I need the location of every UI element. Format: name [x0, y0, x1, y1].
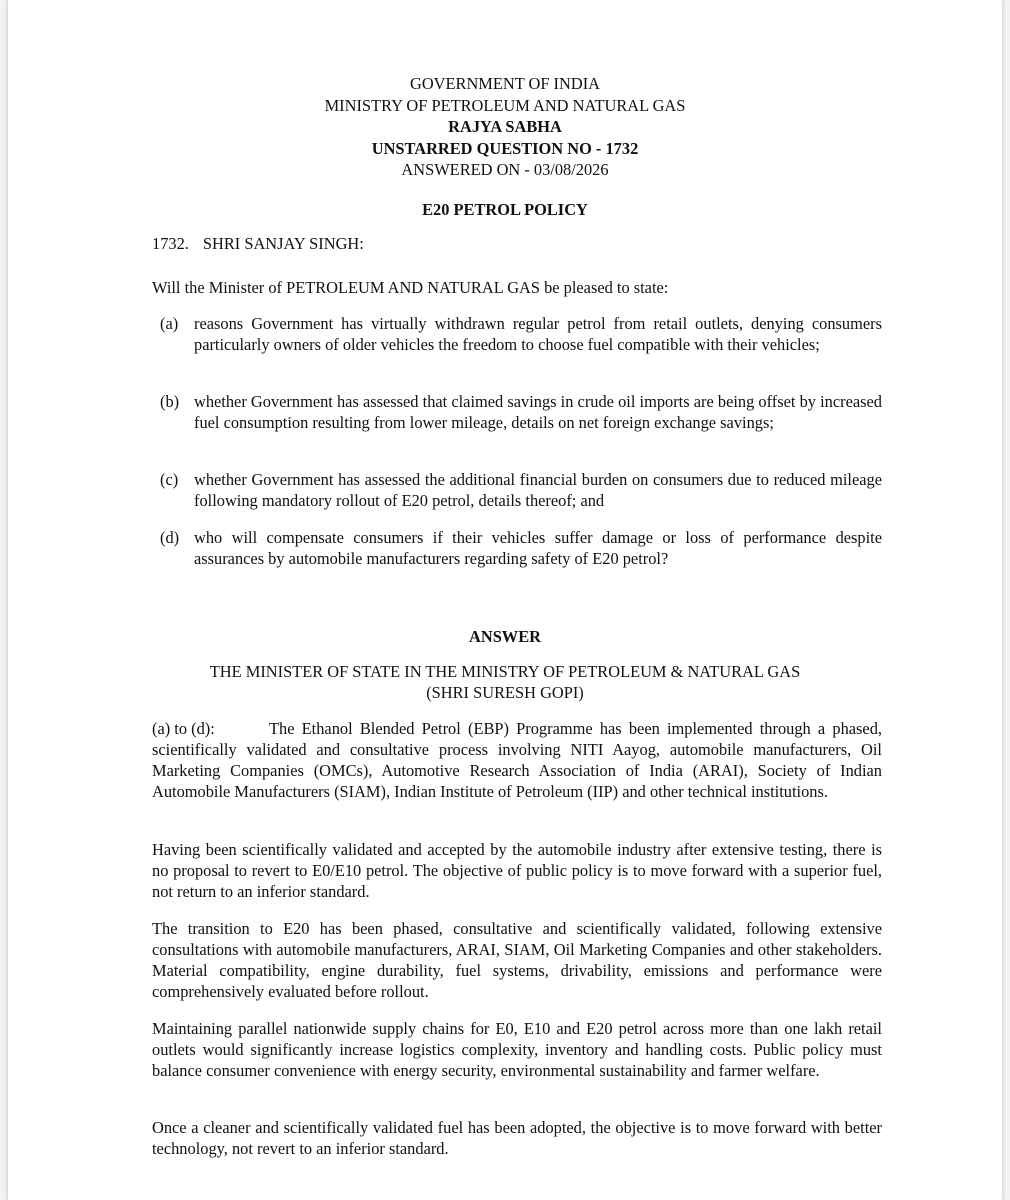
- question-item-b: [160, 391, 882, 433]
- answer-paragraph-text: The Ethanol Blended Petrol (EBP) Programme has been implemented through a phased, scientifically validated and consultative process involving NITI Aayog, automobile manufacturers, Oil Marketing Companies (OMCs), Automotive Research Association of India (ARAI), Society of Indian Automobile Manufacturers (SIAM), Indian Institute of Petroleum (IIP) and other technical institutions.: [152, 719, 882, 801]
- question-item-label: (b): [160, 392, 180, 411]
- minister-name: (SHRI SURESH GOPI): [426, 683, 584, 702]
- answer-paragraph-1: [152, 718, 882, 802]
- question-item-text: whether Government has assessed that claimed savings in crude oil imports are being offset by increased fuel consumption resulting from lower mileage, details on net foreign exchange savings;: [194, 392, 882, 432]
- document-header: [0, 73, 1010, 181]
- header-government: GOVERNMENT OF INDIA: [409, 74, 600, 93]
- header-answered-on: ANSWERED ON - 03/08/2026: [401, 160, 609, 179]
- question-member: SHRI SANJAY SINGH:: [202, 234, 364, 253]
- answer-lead-label: (a) to (d):: [152, 719, 215, 738]
- answer-paragraph-3: The transition to E20 has been phased, consultative and scientifically validated, following extensive consultations with automobile manufacturers, ARAI, SIAM, Oil Marketing Companies and other stakeholders. Material compatibility, engine durability, fuel systems, drivability, emissions and performance were comprehensively evaluated before rollout.: [152, 919, 882, 1001]
- answering-minister: [0, 661, 1010, 703]
- question-item-text: whether Government has assessed the additional financial burden on consumers due to reduced mileage following mandatory rollout of E20 petrol, details thereof; and: [194, 470, 882, 510]
- question-item-label: (a): [160, 314, 179, 333]
- question-number: 1732.: [152, 234, 189, 253]
- header-ministry: MINISTRY OF PETROLEUM AND NATURAL GAS: [324, 95, 686, 115]
- question-item-d: [160, 527, 882, 569]
- header-question-number: UNSTARRED QUESTION NO - 1732: [371, 138, 639, 158]
- header-house: RAJYA SABHA: [448, 117, 562, 136]
- question-item-label: (c): [160, 470, 179, 489]
- minister-title: THE MINISTER OF STATE IN THE MINISTRY OF PETROLEUM & NATURAL GAS: [209, 662, 801, 681]
- document-title: E20 PETROL POLICY: [422, 200, 588, 219]
- answer-paragraph-5: Once a cleaner and scientifically validated fuel has been adopted, the objective is to move forward with better technology, not revert to an inferior standard.: [152, 1118, 882, 1158]
- question-item-label: (d): [160, 528, 180, 547]
- question-member-line: [152, 233, 364, 254]
- question-item-c: [160, 469, 882, 511]
- answer-paragraph-2: Having been scientifically validated and accepted by the automobile industry after extensive testing, there is no proposal to revert to E0/E10 petrol. The objective of public policy is to move forward with a superior fuel, not return to an inferior standard.: [152, 840, 882, 901]
- question-item-text: who will compensate consumers if their vehicles suffer damage or loss of performance despite assurances by automobile manufacturers regarding safety of E20 petrol?: [194, 528, 882, 568]
- answer-heading: ANSWER: [469, 627, 541, 646]
- answer-paragraph-4: Maintaining parallel nationwide supply chains for E0, E10 and E20 petrol across more than one lakh retail outlets would significantly increase logistics complexity, inventory and handling costs. Public policy must balance consumer convenience with energy security, environmental sustainability and farmer welfare.: [152, 1019, 882, 1080]
- question-intro: Will the Minister of PETROLEUM AND NATURAL GAS be pleased to state:: [152, 278, 669, 297]
- question-item-a: [160, 313, 882, 355]
- question-item-text: reasons Government has virtually withdrawn regular petrol from retail outlets, denying consumers particularly owners of older vehicles the freedom to choose fuel compatible with their vehicles;: [194, 314, 882, 354]
